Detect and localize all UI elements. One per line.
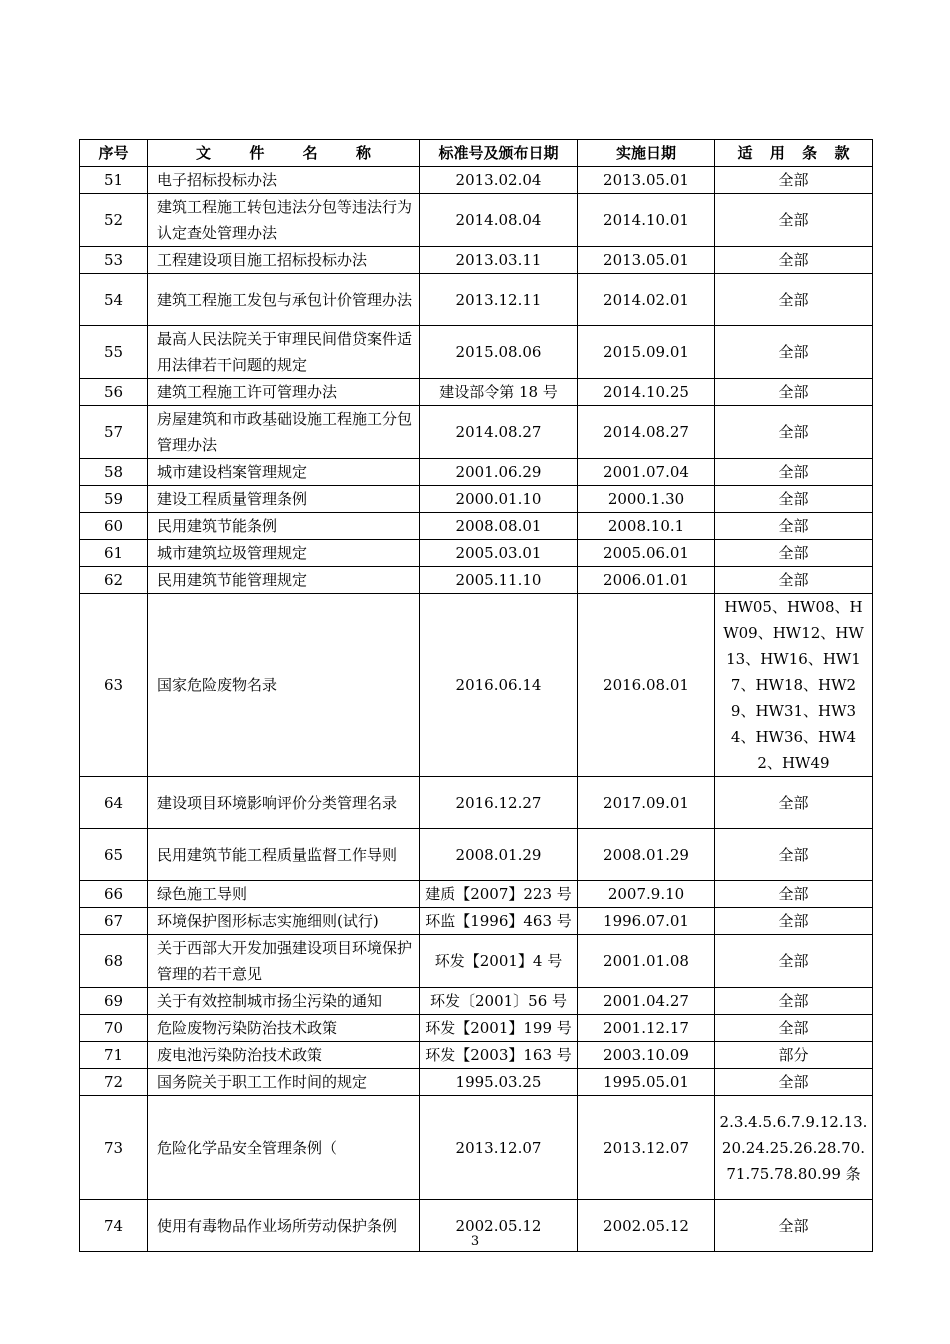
row-implementation-date: 2001.12.17 (578, 1015, 715, 1042)
row-applicable-clauses: HW05、HW08、HW09、HW12、HW13、HW16、HW17、HW18、HW29、HW31、HW34、HW36、HW42、HW49 (715, 594, 873, 777)
row-serial-number: 57 (80, 406, 148, 459)
row-standard-number: 环发〔2001〕56 号 (420, 988, 578, 1015)
row-document-name: 工程建设项目施工招标投标办法 (148, 247, 420, 274)
row-implementation-date: 2006.01.01 (578, 567, 715, 594)
row-document-name: 建筑工程施工发包与承包计价管理办法 (148, 274, 420, 326)
row-document-name: 电子招标投标办法 (148, 167, 420, 194)
row-standard-number: 2013.12.07 (420, 1096, 578, 1200)
row-applicable-clauses: 全部 (715, 513, 873, 540)
row-implementation-date: 2014.02.01 (578, 274, 715, 326)
row-applicable-clauses: 全部 (715, 167, 873, 194)
table-row (80, 777, 873, 829)
row-serial-number: 71 (80, 1042, 148, 1069)
row-applicable-clauses: 部分 (715, 1042, 873, 1069)
table-row (80, 459, 873, 486)
row-applicable-clauses: 全部 (715, 1015, 873, 1042)
row-serial-number: 68 (80, 935, 148, 988)
row-implementation-date: 1996.07.01 (578, 908, 715, 935)
row-serial-number: 53 (80, 247, 148, 274)
row-serial-number: 58 (80, 459, 148, 486)
row-serial-number: 60 (80, 513, 148, 540)
row-standard-number: 2016.06.14 (420, 594, 578, 777)
row-document-name: 危险化学品安全管理条例（ (148, 1096, 420, 1200)
row-standard-number: 2014.08.04 (420, 194, 578, 247)
table-row (80, 194, 873, 247)
row-implementation-date: 2014.08.27 (578, 406, 715, 459)
row-standard-number: 2015.08.06 (420, 326, 578, 379)
table-row (80, 988, 873, 1015)
table-row (80, 567, 873, 594)
row-document-name: 城市建筑垃圾管理规定 (148, 540, 420, 567)
row-document-name: 危险废物污染防治技术政策 (148, 1015, 420, 1042)
table-row (80, 247, 873, 274)
row-document-name: 废电池污染防治技术政策 (148, 1042, 420, 1069)
table-row (80, 908, 873, 935)
table-row (80, 881, 873, 908)
row-applicable-clauses: 全部 (715, 567, 873, 594)
row-applicable-clauses: 全部 (715, 247, 873, 274)
row-implementation-date: 2007.9.10 (578, 881, 715, 908)
row-document-name: 关于西部大开发加强建设项目环境保护管理的若干意见 (148, 935, 420, 988)
table-row (80, 540, 873, 567)
row-standard-number: 2005.03.01 (420, 540, 578, 567)
header-document-name: 文 件 名 称 (148, 140, 420, 167)
row-standard-number: 2002.05.12 (420, 1200, 578, 1252)
row-applicable-clauses: 全部 (715, 379, 873, 406)
row-serial-number: 51 (80, 167, 148, 194)
row-standard-number: 2008.01.29 (420, 829, 578, 881)
row-applicable-clauses: 全部 (715, 486, 873, 513)
row-standard-number: 2013.03.11 (420, 247, 578, 274)
row-serial-number: 72 (80, 1069, 148, 1096)
row-serial-number: 54 (80, 274, 148, 326)
table-row (80, 486, 873, 513)
row-applicable-clauses: 全部 (715, 194, 873, 247)
row-standard-number: 环发【2001】199 号 (420, 1015, 578, 1042)
row-serial-number: 67 (80, 908, 148, 935)
row-serial-number: 61 (80, 540, 148, 567)
row-serial-number: 63 (80, 594, 148, 777)
row-implementation-date: 2017.09.01 (578, 777, 715, 829)
table-row (80, 1069, 873, 1096)
table-body (80, 167, 873, 1252)
row-document-name: 关于有效控制城市扬尘污染的通知 (148, 988, 420, 1015)
table-row (80, 829, 873, 881)
row-document-name: 绿色施工导则 (148, 881, 420, 908)
row-standard-number: 环发【2001】4 号 (420, 935, 578, 988)
row-document-name: 城市建设档案管理规定 (148, 459, 420, 486)
row-document-name: 民用建筑节能管理规定 (148, 567, 420, 594)
row-applicable-clauses: 全部 (715, 274, 873, 326)
row-applicable-clauses: 全部 (715, 829, 873, 881)
row-serial-number: 64 (80, 777, 148, 829)
header-standard-number: 标准号及颁布日期 (420, 140, 578, 167)
row-standard-number: 2000.01.10 (420, 486, 578, 513)
row-standard-number: 2008.08.01 (420, 513, 578, 540)
table-row (80, 379, 873, 406)
row-implementation-date: 2016.08.01 (578, 594, 715, 777)
row-serial-number: 74 (80, 1200, 148, 1252)
row-serial-number: 56 (80, 379, 148, 406)
table-row (80, 1042, 873, 1069)
row-serial-number: 59 (80, 486, 148, 513)
row-standard-number: 1995.03.25 (420, 1069, 578, 1096)
row-serial-number: 52 (80, 194, 148, 247)
row-implementation-date: 2013.05.01 (578, 247, 715, 274)
row-standard-number: 建设部令第 18 号 (420, 379, 578, 406)
header-implementation-date: 实施日期 (578, 140, 715, 167)
row-standard-number: 环发【2003】163 号 (420, 1042, 578, 1069)
row-standard-number: 2001.06.29 (420, 459, 578, 486)
row-standard-number: 2013.02.04 (420, 167, 578, 194)
row-serial-number: 69 (80, 988, 148, 1015)
row-implementation-date: 2001.04.27 (578, 988, 715, 1015)
row-document-name: 民用建筑节能工程质量监督工作导则 (148, 829, 420, 881)
row-standard-number: 建质【2007】223 号 (420, 881, 578, 908)
row-applicable-clauses: 全部 (715, 406, 873, 459)
row-document-name: 最高人民法院关于审理民间借贷案件适用法律若干问题的规定 (148, 326, 420, 379)
table-row (80, 935, 873, 988)
row-standard-number: 环监【1996】463 号 (420, 908, 578, 935)
table-row (80, 326, 873, 379)
table-row (80, 513, 873, 540)
row-implementation-date: 2013.05.01 (578, 167, 715, 194)
row-implementation-date: 2005.06.01 (578, 540, 715, 567)
row-document-name: 环境保护图形标志实施细则(试行) (148, 908, 420, 935)
row-implementation-date: 2001.07.04 (578, 459, 715, 486)
row-implementation-date: 2002.05.12 (578, 1200, 715, 1252)
row-applicable-clauses: 全部 (715, 935, 873, 988)
row-applicable-clauses: 全部 (715, 777, 873, 829)
row-applicable-clauses: 全部 (715, 459, 873, 486)
row-implementation-date: 2014.10.01 (578, 194, 715, 247)
row-serial-number: 65 (80, 829, 148, 881)
row-document-name: 房屋建筑和市政基础设施工程施工分包管理办法 (148, 406, 420, 459)
row-applicable-clauses: 全部 (715, 1069, 873, 1096)
regulations-table (79, 139, 873, 1252)
table-header-row (80, 140, 873, 167)
row-document-name: 民用建筑节能条例 (148, 513, 420, 540)
row-applicable-clauses: 全部 (715, 1200, 873, 1252)
row-implementation-date: 2008.10.1 (578, 513, 715, 540)
row-document-name: 建设项目环境影响评价分类管理名录 (148, 777, 420, 829)
row-implementation-date: 2000.1.30 (578, 486, 715, 513)
row-applicable-clauses: 全部 (715, 908, 873, 935)
row-serial-number: 66 (80, 881, 148, 908)
page-number: 3 (470, 1234, 480, 1249)
row-serial-number: 73 (80, 1096, 148, 1200)
table-row (80, 1096, 873, 1200)
header-serial-number: 序号 (80, 140, 148, 167)
row-document-name: 建筑工程施工转包违法分包等违法行为认定查处管理办法 (148, 194, 420, 247)
row-implementation-date: 2003.10.09 (578, 1042, 715, 1069)
table-row (80, 1015, 873, 1042)
row-document-name: 建设工程质量管理条例 (148, 486, 420, 513)
header-applicable-clauses: 适 用 条 款 (715, 140, 873, 167)
row-document-name: 国家危险废物名录 (148, 594, 420, 777)
row-implementation-date: 2013.12.07 (578, 1096, 715, 1200)
table-row (80, 274, 873, 326)
row-implementation-date: 2015.09.01 (578, 326, 715, 379)
row-implementation-date: 2001.01.08 (578, 935, 715, 988)
row-standard-number: 2005.11.10 (420, 567, 578, 594)
row-document-name: 建筑工程施工许可管理办法 (148, 379, 420, 406)
row-serial-number: 70 (80, 1015, 148, 1042)
row-applicable-clauses: 全部 (715, 540, 873, 567)
row-standard-number: 2013.12.11 (420, 274, 578, 326)
row-implementation-date: 2008.01.29 (578, 829, 715, 881)
row-implementation-date: 2014.10.25 (578, 379, 715, 406)
row-applicable-clauses: 全部 (715, 326, 873, 379)
table-row (80, 167, 873, 194)
table-row (80, 594, 873, 777)
row-applicable-clauses: 2.3.4.5.6.7.9.12.13.20.24.25.26.28.70.71.75.78.80.99 条 (715, 1096, 873, 1200)
row-serial-number: 62 (80, 567, 148, 594)
row-applicable-clauses: 全部 (715, 881, 873, 908)
row-standard-number: 2016.12.27 (420, 777, 578, 829)
row-document-name: 使用有毒物品作业场所劳动保护条例 (148, 1200, 420, 1252)
row-implementation-date: 1995.05.01 (578, 1069, 715, 1096)
row-document-name: 国务院关于职工工作时间的规定 (148, 1069, 420, 1096)
table-row (80, 406, 873, 459)
row-serial-number: 55 (80, 326, 148, 379)
row-applicable-clauses: 全部 (715, 988, 873, 1015)
row-standard-number: 2014.08.27 (420, 406, 578, 459)
